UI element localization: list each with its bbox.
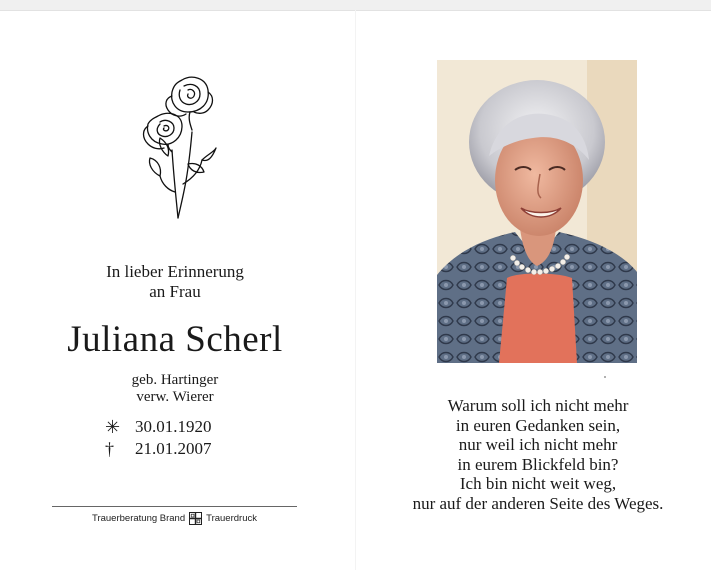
- life-dates: [105, 416, 265, 460]
- memory-line-2: an Frau: [149, 282, 201, 301]
- poem-line: in eurem Blickfeld bin?: [457, 454, 619, 474]
- divider: [52, 506, 297, 507]
- poem-line: nur weil ich nicht mehr: [458, 435, 618, 454]
- cross-in-square-icon: [189, 512, 202, 525]
- poem-line: Warum soll ich nicht mehr: [447, 396, 629, 415]
- widowed-name: verw. Wierer: [136, 389, 214, 405]
- memorial-poem: [388, 396, 688, 513]
- print-service: Trauerdruck: [206, 513, 257, 524]
- birth-row: [105, 416, 265, 438]
- undertaker-imprint: [52, 512, 297, 525]
- maiden-name: geb. Hartinger: [131, 372, 219, 388]
- rose-icon: [138, 72, 220, 220]
- portrait-photo: [437, 60, 637, 363]
- poem-line: in euren Gedanken sein,: [455, 415, 621, 435]
- deceased-name: Juliana Scherl: [67, 319, 283, 360]
- birth-star-icon: ✳: [105, 417, 121, 437]
- death-cross-icon: †: [105, 439, 114, 459]
- poem-line: nur auf der anderen Seite des Weges.: [412, 493, 664, 513]
- memory-heading: [60, 262, 290, 302]
- scan-speck: [604, 376, 606, 378]
- poem-line: Ich bin nicht weit weg,: [459, 474, 617, 493]
- death-row: [105, 438, 265, 460]
- memory-line-1: In lieber Erinnerung: [106, 262, 244, 281]
- card-fold: [355, 10, 356, 570]
- portrait-illustration: [437, 60, 637, 363]
- birth-names: [60, 372, 290, 406]
- death-date: 21.01.2007: [135, 439, 212, 458]
- undertaker-name: Trauerberatung Brand: [92, 513, 186, 524]
- birth-date: 30.01.1920: [135, 417, 212, 436]
